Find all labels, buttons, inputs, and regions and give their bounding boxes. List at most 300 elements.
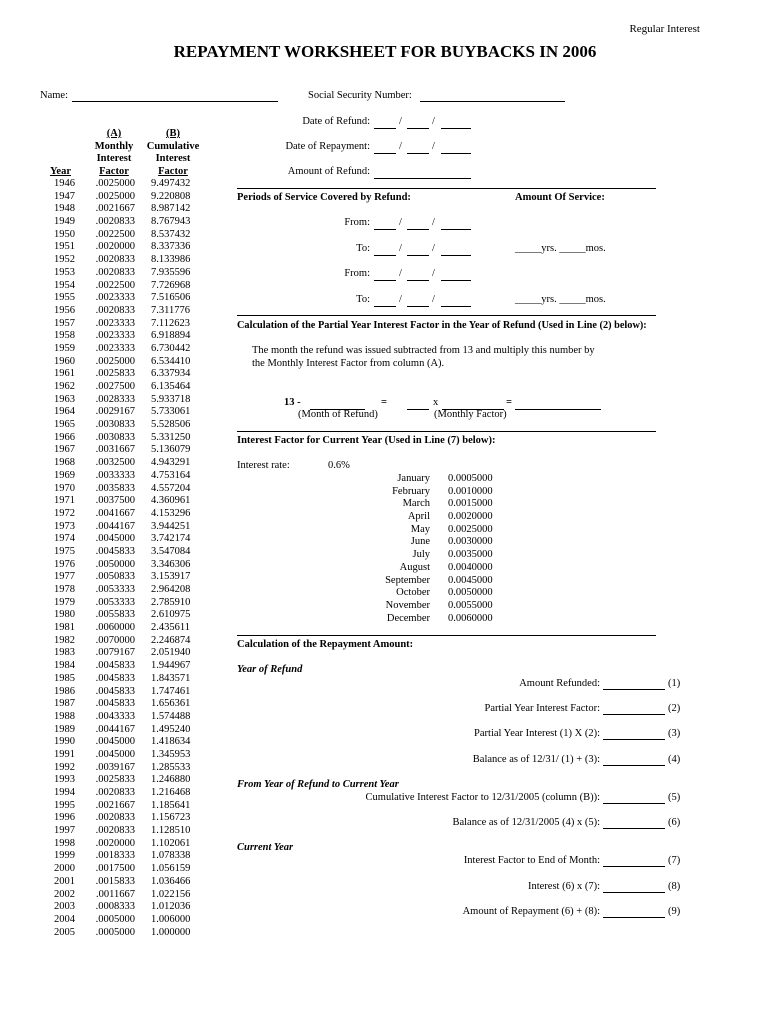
month-factor-value: 0.0030000 [448,536,493,548]
year-cell: 1951 [54,241,75,253]
table-row [40,571,211,584]
to-month-field[interactable] [374,306,396,307]
monthly-factor-cell: .0020833 [95,216,135,228]
month-factor-row [370,536,508,549]
month-name: April [407,511,430,523]
partial-factor-result-field[interactable] [515,409,601,410]
from-year-field[interactable] [441,280,471,281]
cumulative-factor-cell: 7.112623 [151,317,190,329]
cumulative-factor-cell: 2.051940 [151,647,191,659]
formula-result-field[interactable] [407,409,429,410]
month-name: March [402,498,430,510]
table-row [40,368,211,381]
table-row [40,647,211,660]
month-factor-row [370,562,508,575]
month-factor-row [370,575,508,588]
table-row [40,762,211,775]
monthly-factor-cell: .0045000 [95,748,135,760]
year-cell: 1950 [54,228,75,240]
monthly-factor-cell: .0045833 [95,685,135,697]
amount-of-service-heading: Amount Of Service: [515,192,605,203]
cumulative-factor-cell: 1.345953 [151,748,191,760]
table-row [40,457,211,470]
cumulative-factor-cell: 7.311776 [151,304,190,316]
year-cell: 1981 [54,622,75,634]
cumulative-factor-cell: 1.216468 [151,787,191,798]
table-row [40,597,211,610]
year-cell: 1984 [54,660,75,672]
monthly-factor-cell: .0045000 [95,533,135,545]
year-cell: 1975 [54,545,75,557]
monthly-factor-cell: .0035833 [95,482,135,494]
year-cell: 1960 [54,355,75,367]
monthly-factor-cell: .0045833 [95,672,135,684]
cumulative-factor-cell: 1.843571 [151,672,191,684]
year-cell: 1990 [54,736,75,748]
monthly-factor-cell: .0037500 [95,495,135,507]
repayment-line-number: (7) [668,855,681,866]
date-of-refund-label: Date of Refund: [302,116,370,127]
year-cell: 1959 [54,342,75,354]
month-factor-row [370,549,508,562]
cumulative-factor-cell: 1.006000 [151,913,191,925]
name-label: Name: [40,90,68,101]
cumulative-factor-cell: 9.220808 [151,190,191,202]
month-name: January [397,473,430,484]
from-label: From: [344,268,370,279]
partial-year-heading: Calculation of the Partial Year Interest Factor in the Year of Refund (Used in Line (2) below): [237,320,647,331]
year-cell: 1964 [54,406,75,418]
year-cell: 1967 [54,444,75,456]
year-cell: 1947 [54,190,75,202]
table-row [40,850,211,863]
month-factor-value: 0.0025000 [448,523,493,535]
formula-equals-2: = [506,397,512,408]
repayment-line-label: Amount Refunded: [519,678,600,689]
repayment-line-field[interactable] [603,714,665,715]
cumulative-factor-cell: 1.656361 [151,698,191,710]
table-row [40,495,211,508]
refund-day-field[interactable] [407,128,429,129]
cumulative-factor-cell: 4.360961 [151,495,191,507]
month-name: July [412,549,430,561]
cumulative-factor-cell: 1.185641 [151,799,191,811]
cumulative-factor-cell: 1.012036 [151,901,191,913]
year-cell: 1976 [54,558,75,570]
year-cell: 1986 [54,685,75,697]
repayment-line-field[interactable] [603,892,665,893]
to-month-field[interactable] [374,255,396,256]
monthly-factor-cell: .0045000 [95,736,135,748]
cumulative-factor-cell: 4.943291 [151,457,191,469]
from-day-field[interactable] [407,229,429,230]
repayment-line-field[interactable] [603,689,665,690]
year-cell: 1988 [54,710,75,722]
table-row [40,673,211,686]
ssn-field[interactable] [420,101,565,102]
monthly-factor-cell: .0025000 [95,178,135,189]
cumulative-factor-cell: 6.337934 [151,368,191,380]
from-year-field[interactable] [441,229,471,230]
col-b-line3: Factor [158,165,188,177]
col-a-letter: (A) [106,128,122,139]
cumulative-factor-cell: 5.933718 [151,393,191,405]
monthly-factor-cell: .0020833 [95,825,135,837]
year-cell: 1995 [54,799,75,811]
to-year-field[interactable] [441,306,471,307]
month-factor-row [370,613,508,626]
table-row [40,800,211,813]
monthly-factor-cell: .0033333 [95,469,135,481]
repayment-line-field[interactable] [603,866,665,867]
repayment-line-field[interactable] [603,803,665,804]
cumulative-factor-cell: 1.246880 [151,774,191,786]
table-row [40,901,211,914]
repayment-line-number: (2) [668,703,681,714]
cumulative-factor-cell: 1.747461 [151,685,191,697]
repayment-month-field[interactable] [374,153,396,154]
divider [237,188,656,189]
cumulative-factor-cell: 3.944251 [151,520,191,532]
year-cell: 1956 [54,304,75,316]
repayment-line-field[interactable] [603,828,665,829]
year-cell: 1992 [54,761,75,773]
table-row [40,229,211,242]
month-factor-value: 0.0060000 [448,612,493,624]
month-factor-row [370,587,508,600]
from-day-field[interactable] [407,280,429,281]
year-cell: 1957 [54,317,75,329]
cumulative-factor-cell: 6.730442 [151,342,191,354]
table-row [40,178,211,191]
repayment-line-field[interactable] [603,917,665,918]
table-row [40,305,211,318]
cumulative-factor-cell: 5.733061 [151,406,191,418]
monthly-factor-cell: .0079167 [95,647,135,659]
interest-factor-table [40,178,211,939]
monthly-factor-cell: .0020000 [95,837,135,849]
repayment-line-label: Interest Factor to End of Month: [463,855,600,866]
from-year-heading: From Year of Refund to Current Year [237,779,399,790]
month-factor-row [370,473,508,486]
monthly-factor-cell: .0015833 [95,875,135,887]
slash: / [399,294,402,305]
monthly-factor-cell: .0044167 [95,520,135,532]
year-cell: 2003 [54,901,75,913]
year-cell: 1949 [54,216,75,228]
table-row [40,698,211,711]
monthly-factor-cell: .0022500 [95,279,135,291]
to-day-field[interactable] [407,255,429,256]
monthly-factor-cell: .0021667 [95,203,135,215]
year-cell: 1946 [54,178,75,189]
repayment-line-label: Interest (6) x (7): [527,881,600,892]
cumulative-factor-cell: 4.557204 [151,482,191,494]
month-factor-row [370,600,508,613]
monthly-factor-cell: .0053333 [95,584,135,595]
table-row [40,203,211,216]
monthly-factor-cell: .0055833 [95,609,135,621]
table-row [40,343,211,356]
year-cell: 1996 [54,812,75,824]
year-cell: 1985 [54,672,75,684]
year-header: Year [50,166,71,177]
year-cell: 1979 [54,596,75,608]
monthly-factor-cell: .0005000 [95,926,135,938]
amount-of-refund-label: Amount of Refund: [287,166,370,177]
monthly-factor-table [370,473,508,625]
repayment-line-label: Partial Year Interest Factor: [484,703,600,714]
monthly-factor-cell: .0029167 [95,406,135,418]
month-factor-value: 0.0050000 [448,587,493,599]
monthly-factor-cell: .0060000 [95,622,135,634]
monthly-factor-cell: .0023333 [95,342,135,354]
cumulative-factor-cell: 1.944967 [151,660,191,672]
monthly-factor-cell: .0050000 [95,558,135,570]
month-name: August [399,561,430,573]
repayment-line-label: Balance as of 12/31/ (1) + (3): [472,754,600,765]
date-of-repayment-label: Date of Repayment: [285,141,370,152]
cumulative-factor-cell: 8.537432 [151,228,191,240]
year-cell: 1963 [54,393,75,405]
divider [237,431,656,432]
monthly-factor-cell: .0031667 [95,444,135,456]
cumulative-factor-cell: 1.418634 [151,736,191,748]
repayment-line-field[interactable] [603,739,665,740]
table-row [40,787,211,800]
repayment-day-field[interactable] [407,153,429,154]
cumulative-factor-cell: 6.534410 [151,355,191,367]
name-field[interactable] [72,101,278,102]
year-cell: 1974 [54,533,75,545]
repayment-line-field[interactable] [603,765,665,766]
divider [237,315,656,316]
monthly-factor-cell: .0020833 [95,812,135,824]
monthly-factor-cell: .0017500 [95,863,135,875]
year-cell: 2001 [54,875,75,887]
current-year-subheading: Current Year [237,842,294,853]
year-cell: 2002 [54,888,75,900]
year-cell: 1991 [54,748,75,760]
table-row [40,889,211,902]
cumulative-factor-cell: 7.516506 [151,292,191,304]
cumulative-factor-cell: 1.056159 [151,863,191,875]
monthly-factor-cell: .0045833 [95,545,135,557]
monthly-factor-cell: .0028333 [95,393,135,405]
table-row [40,876,211,889]
page-title: REPAYMENT WORKSHEET FOR BUYBACKS IN 2006 [173,42,597,61]
table-row [40,863,211,876]
month-factor-row [370,486,508,499]
year-cell: 1970 [54,482,75,494]
table-row [40,622,211,635]
year-cell: 1977 [54,571,75,583]
slash: / [432,217,435,228]
repayment-line-number: (8) [668,881,681,892]
year-cell: 1983 [54,647,75,659]
table-row [40,686,211,699]
month-factor-row [370,511,508,524]
table-row [40,660,211,673]
from-month-field[interactable] [374,229,396,230]
monthly-factor-cell: .0025000 [95,190,135,202]
cumulative-factor-cell: 7.726968 [151,279,191,291]
col-a-header [88,128,140,178]
year-cell: 1997 [54,825,75,837]
col-b-header [140,128,206,178]
repayment-line-number: (9) [668,906,681,917]
amount-of-refund-field[interactable] [374,178,471,179]
from-month-field[interactable] [374,280,396,281]
cumulative-factor-cell: 4.753164 [151,469,191,481]
table-row [40,191,211,204]
cumulative-factor-cell: 6.135464 [151,381,191,392]
table-row [40,812,211,825]
cumulative-factor-cell: 1.128510 [151,825,191,837]
col-a-line2: Interest [96,153,132,164]
table-row [40,736,211,749]
refund-year-field[interactable] [441,128,471,129]
cumulative-factor-cell: 1.022156 [151,888,191,900]
table-row [40,318,211,331]
monthly-factor-caption: (Monthly Factor) [434,409,507,420]
month-factor-value: 0.0035000 [448,549,493,561]
service-duration-field[interactable]: _____yrs. _____mos. [515,294,606,305]
formula-equals: = [381,397,387,408]
cumulative-factor-cell: 8.767943 [151,216,191,228]
year-of-refund-heading: Year of Refund [237,664,303,675]
monthly-factor-cell: .0045833 [95,698,135,710]
year-cell: 1998 [54,837,75,849]
table-row [40,635,211,648]
cumulative-factor-cell: 7.935596 [151,266,191,278]
service-duration-field[interactable]: _____yrs. _____mos. [515,243,606,254]
table-row [40,914,211,927]
monthly-factor-cell: .0011667 [96,888,135,900]
formula-13: 13 - [284,397,301,408]
month-name: May [410,523,430,535]
year-cell: 1968 [54,457,75,469]
cumulative-factor-cell: 5.136079 [151,444,191,456]
year-cell: 2004 [54,913,75,925]
month-name: September [385,574,430,586]
repayment-line-label: Balance as of 12/31/2005 (4) x (5): [452,817,600,828]
repayment-line-number: (6) [668,817,681,828]
slash: / [432,268,435,279]
month-factor-value: 0.0005000 [448,473,493,484]
table-row [40,533,211,546]
month-factor-value: 0.0045000 [448,574,493,586]
regular-interest-label: Regular Interest [629,23,700,35]
monthly-factor-cell: .0045833 [95,660,135,672]
monthly-factor-cell: .0020833 [95,266,135,278]
partial-year-instructions-2: the Monthly Interest Factor from column (A). [252,358,445,369]
cumulative-factor-cell: 9.497432 [151,178,191,189]
slash: / [399,243,402,254]
table-row [40,711,211,724]
year-cell: 1999 [54,850,75,862]
year-cell: 1948 [54,203,75,215]
slash: / [399,141,402,152]
repayment-line-number: (1) [668,678,681,689]
year-cell: 1965 [54,419,75,431]
to-year-field[interactable] [441,255,471,256]
cumulative-factor-cell: 3.346306 [151,558,191,570]
year-cell: 2005 [54,926,75,938]
table-row [40,609,211,622]
month-name: November [385,599,430,611]
monthly-factor-cell: .0005000 [95,913,135,925]
table-row [40,394,211,407]
year-cell: 1961 [54,368,75,380]
col-a-line1: Monthly [94,140,134,152]
slash: / [432,294,435,305]
table-row [40,483,211,496]
monthly-factor-cell: .0018333 [95,850,135,862]
year-cell: 1955 [54,292,75,304]
month-factor-row [370,498,508,511]
monthly-factor-cell: .0039167 [95,761,135,773]
table-row [40,724,211,737]
to-day-field[interactable] [407,306,429,307]
refund-month-field[interactable] [374,128,396,129]
cumulative-factor-cell: 2.785910 [151,596,191,608]
table-row [40,432,211,445]
to-label: To: [356,243,370,254]
table-row [40,406,211,419]
month-factor-value: 0.0020000 [448,511,493,523]
year-cell: 1994 [54,787,75,798]
monthly-factor-cell: .0023333 [95,292,135,304]
divider [237,635,656,636]
col-b-line1: Cumulative [146,140,200,152]
table-row [40,356,211,369]
year-cell: 1987 [54,698,75,710]
repayment-year-field[interactable] [441,153,471,154]
interest-rate-label: Interest rate: [237,460,290,471]
table-row [40,267,211,280]
from-label: From: [344,217,370,228]
year-cell: 1982 [54,634,75,646]
slash: / [399,217,402,228]
cumulative-factor-cell: 5.331250 [151,431,191,443]
month-name: October [396,587,430,599]
repayment-line-label: Cumulative Interest Factor to 12/31/2005 (column (B)): [365,792,600,803]
slash: / [399,116,402,127]
table-row [40,521,211,534]
table-row [40,559,211,572]
formula-times: x [433,397,439,408]
monthly-factor-cell: .0043333 [95,710,135,722]
monthly-factor-cell: .0050833 [95,571,135,583]
cumulative-factor-cell: 1.036466 [151,875,191,887]
year-cell: 1980 [54,609,75,621]
year-cell: 1954 [54,279,75,291]
table-row [40,584,211,597]
monthly-factor-cell: .0020000 [95,241,135,253]
cumulative-factor-cell: 2.964208 [151,584,191,595]
monthly-factor-cell: .0008333 [95,901,135,913]
cumulative-factor-cell: 5.528506 [151,419,191,431]
table-row [40,216,211,229]
table-row [40,330,211,343]
table-row [40,241,211,254]
cumulative-factor-cell: 6.918894 [151,330,191,342]
month-name: June [410,536,430,548]
cumulative-factor-cell: 2.246874 [151,634,191,646]
year-cell: 1978 [54,584,75,595]
cumulative-factor-cell: 8.987142 [151,203,191,215]
